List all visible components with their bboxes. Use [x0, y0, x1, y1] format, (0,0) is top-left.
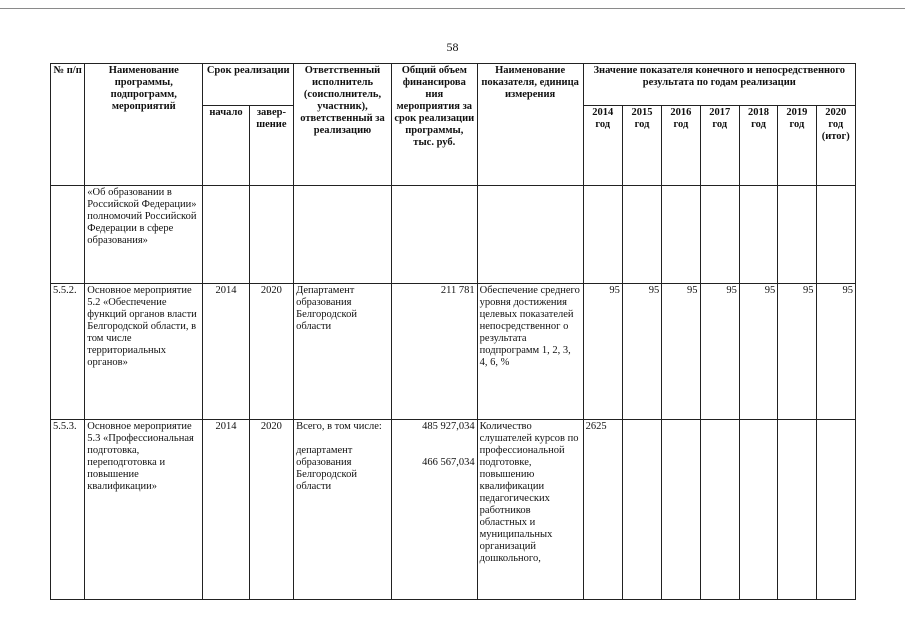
spacer	[394, 433, 475, 445]
row-value: 95	[622, 284, 661, 420]
row-value	[778, 186, 816, 284]
row-end: 2020	[249, 284, 293, 420]
row-value	[778, 420, 816, 600]
header-year: 2018 год	[739, 106, 777, 186]
header-year: 2015 год	[622, 106, 661, 186]
row-value	[739, 186, 777, 284]
program-table	[50, 63, 856, 600]
row-name: Основное мероприятие 5.3 «Профессиональная подготовка, переподготовка и повышение квалификации»	[85, 420, 203, 600]
header-period: Срок реализации	[203, 64, 294, 106]
header-funding: Общий объем финансирова ния мероприятия за срок реализации программы, тыс. руб.	[391, 64, 477, 186]
row-value	[583, 186, 622, 284]
funding-total: 485 927,034	[422, 421, 475, 432]
header-num: № п/п	[51, 64, 85, 186]
row-start: 2014	[203, 284, 249, 420]
page-number: 58	[446, 40, 459, 54]
header-start: начало	[203, 106, 249, 186]
row-executor	[294, 420, 392, 600]
table-row	[51, 186, 856, 284]
row-end	[249, 186, 293, 284]
row-start	[203, 186, 249, 284]
row-value	[739, 420, 777, 600]
row-end: 2020	[249, 420, 293, 600]
row-value: 95	[700, 284, 739, 420]
row-indicator: Количество слушателей курсов по профессиональной подготовке, повышению квалификации педагогических работников областных и муниципальных организаций дошкольного,	[477, 420, 583, 600]
table-row	[51, 284, 856, 420]
row-value	[622, 186, 661, 284]
executor-total-label: Всего, в том числе:	[296, 421, 382, 432]
row-executor: Департамент образования Белгородской области	[294, 284, 392, 420]
row-num: 5.5.3.	[51, 420, 85, 600]
row-funding	[391, 186, 477, 284]
row-value	[622, 420, 661, 600]
row-funding: 211 781	[391, 284, 477, 420]
header-year: 2016 год	[662, 106, 700, 186]
row-value: 95	[662, 284, 700, 420]
row-value	[700, 186, 739, 284]
spacer	[394, 445, 475, 457]
header-year: 2014 год	[583, 106, 622, 186]
row-value	[700, 420, 739, 600]
row-value: 95	[583, 284, 622, 420]
header-year: 2020 год (итог)	[816, 106, 855, 186]
header-executor: Ответственный исполнитель (соисполнитель, участник), ответственный за реализацию	[294, 64, 392, 186]
row-executor	[294, 186, 392, 284]
row-indicator	[477, 186, 583, 284]
row-indicator: Обеспечение среднего уровня достижения целевых показателей непосредственног о результата подпрограмм 1, 2, 3, 4, 6, %	[477, 284, 583, 420]
scan-top-edge	[0, 8, 905, 9]
header-values: Значение показателя конечного и непосредственного результата по годам реализации	[583, 64, 855, 106]
row-value: 95	[739, 284, 777, 420]
row-value	[662, 186, 700, 284]
row-name: Основное мероприятие 5.2 «Обеспечение функций органов власти Белгородской области, в том числе территориальных органов»	[85, 284, 203, 420]
row-value	[816, 420, 855, 600]
row-num	[51, 186, 85, 284]
executor-department: департамент образования Белгородской области	[296, 445, 357, 492]
table-row	[51, 420, 856, 600]
header-name: Наименование программы, подпрограмм, мероприятий	[85, 64, 203, 186]
header-row-1	[51, 64, 856, 106]
header-year: 2017 год	[700, 106, 739, 186]
row-value	[662, 420, 700, 600]
header-year: 2019 год	[778, 106, 816, 186]
row-num: 5.5.2.	[51, 284, 85, 420]
row-value: 95	[778, 284, 816, 420]
row-start: 2014	[203, 420, 249, 600]
funding-department: 466 567,034	[422, 457, 475, 468]
row-funding	[391, 420, 477, 600]
row-value	[816, 186, 855, 284]
header-end: завер-шение	[249, 106, 293, 186]
row-value: 2625	[583, 420, 622, 600]
spacer	[296, 433, 389, 445]
row-value: 95	[816, 284, 855, 420]
row-name: «Об образовании в Российской Федерации» полномочий Российской Федерации в сфере образования»	[85, 186, 203, 284]
header-indicator: Наименование показателя, единица измерения	[477, 64, 583, 186]
